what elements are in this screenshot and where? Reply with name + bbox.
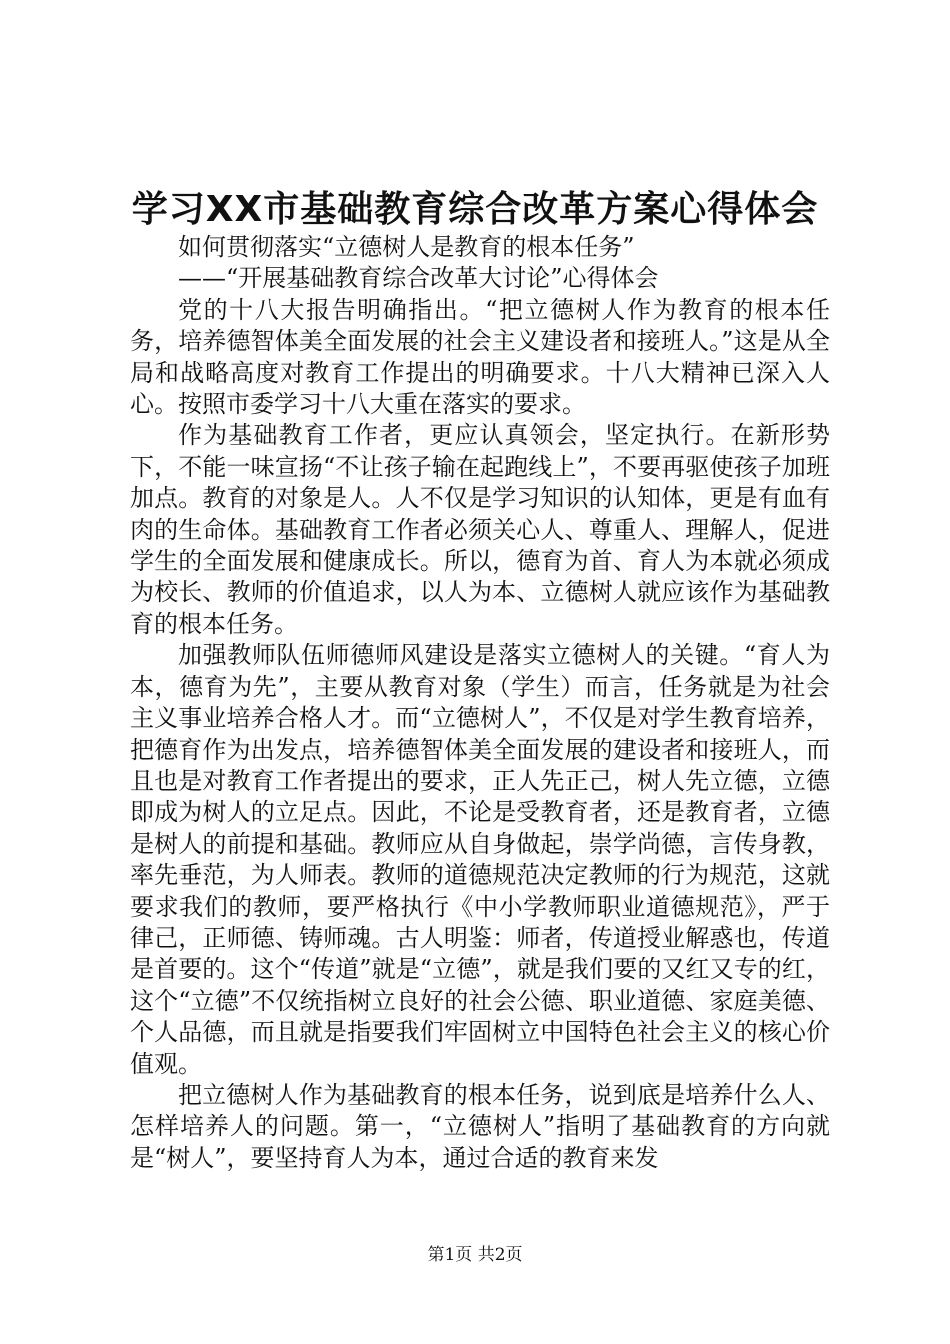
- paragraph-1: 党的十八大报告明确指出。“把立德树人作为教育的根本任务，培养德智体美全面发展的社会主义建设者和接班人。”这是从全局和战略高度对教育工作提出的明确要求。十八大精神已深入人心。按照市委学习十八大重在落实的要求。: [130, 295, 830, 419]
- paragraph-3: 加强教师队伍师德师风建设是落实立德树人的关键。“育人为本，德育为先”，主要从教育对象（学生）而言，任务就是为社会主义事业培养合格人才。而“立德树人”，不仅是对学生教育培养，把德育作为出发点，培养德智体美全面发展的建设者和接班人，而且也是对教育工作者提出的要求，正人先正己，树人先立德，立德即成为树人的立足点。因此，不论是受教育者，还是教育者，立德是树人的前提和基础。教师应从自身做起，崇学尚德，言传身教，率先垂范，为人师表。教师的道德规范决定教师的行为规范，这就要求我们的教师，要严格执行《中小学教师职业道德规范》，严于律己，正师德、铸师魂。古人明鉴：师者，传道授业解惑也，传道是首要的。这个“传道”就是“立德”，就是我们要的又红又专的红，这个“立德”不仅统指树立良好的社会公德、职业道德、家庭美德、个人品德，而且就是指要我们牢固树立中国特色社会主义的核心价值观。: [130, 641, 830, 1078]
- document-title: 学习XX市基础教育综合改革方案心得体会: [131, 189, 819, 230]
- paragraph-4: 把立德树人作为基础教育的根本任务，说到底是培养什么人、怎样培养人的问题。第一，“立德树人”指明了基础教育的方向就是“树人”，要坚持育人为本，通过合适的教育来发: [130, 1080, 830, 1172]
- paragraph-2: 作为基础教育工作者，更应认真领会，坚定执行。在新形势下，不能一味宣扬“不让孩子输在起跑线上”，不要再驱使孩子加班加点。教育的对象是人。人不仅是学习知识的认知体，更是有血有肉的生命体。基础教育工作者必须关心人、尊重人、理解人，促进学生的全面发展和健康成长。所以，德育为首、育人为本就必须成为校长、教师的价值追求，以人为本、立德树人就应该作为基础教育的根本任务。: [130, 421, 830, 638]
- page-footer: 第1页 共2页: [427, 1245, 523, 1265]
- subtitle-line-2: ——“开展基础教育综合改革大讨论”心得体会: [178, 264, 659, 293]
- document-body: [130, 232, 830, 1174]
- subtitle-line-1: 如何贯彻落实“立德树人是教育的根本任务”: [178, 233, 635, 261]
